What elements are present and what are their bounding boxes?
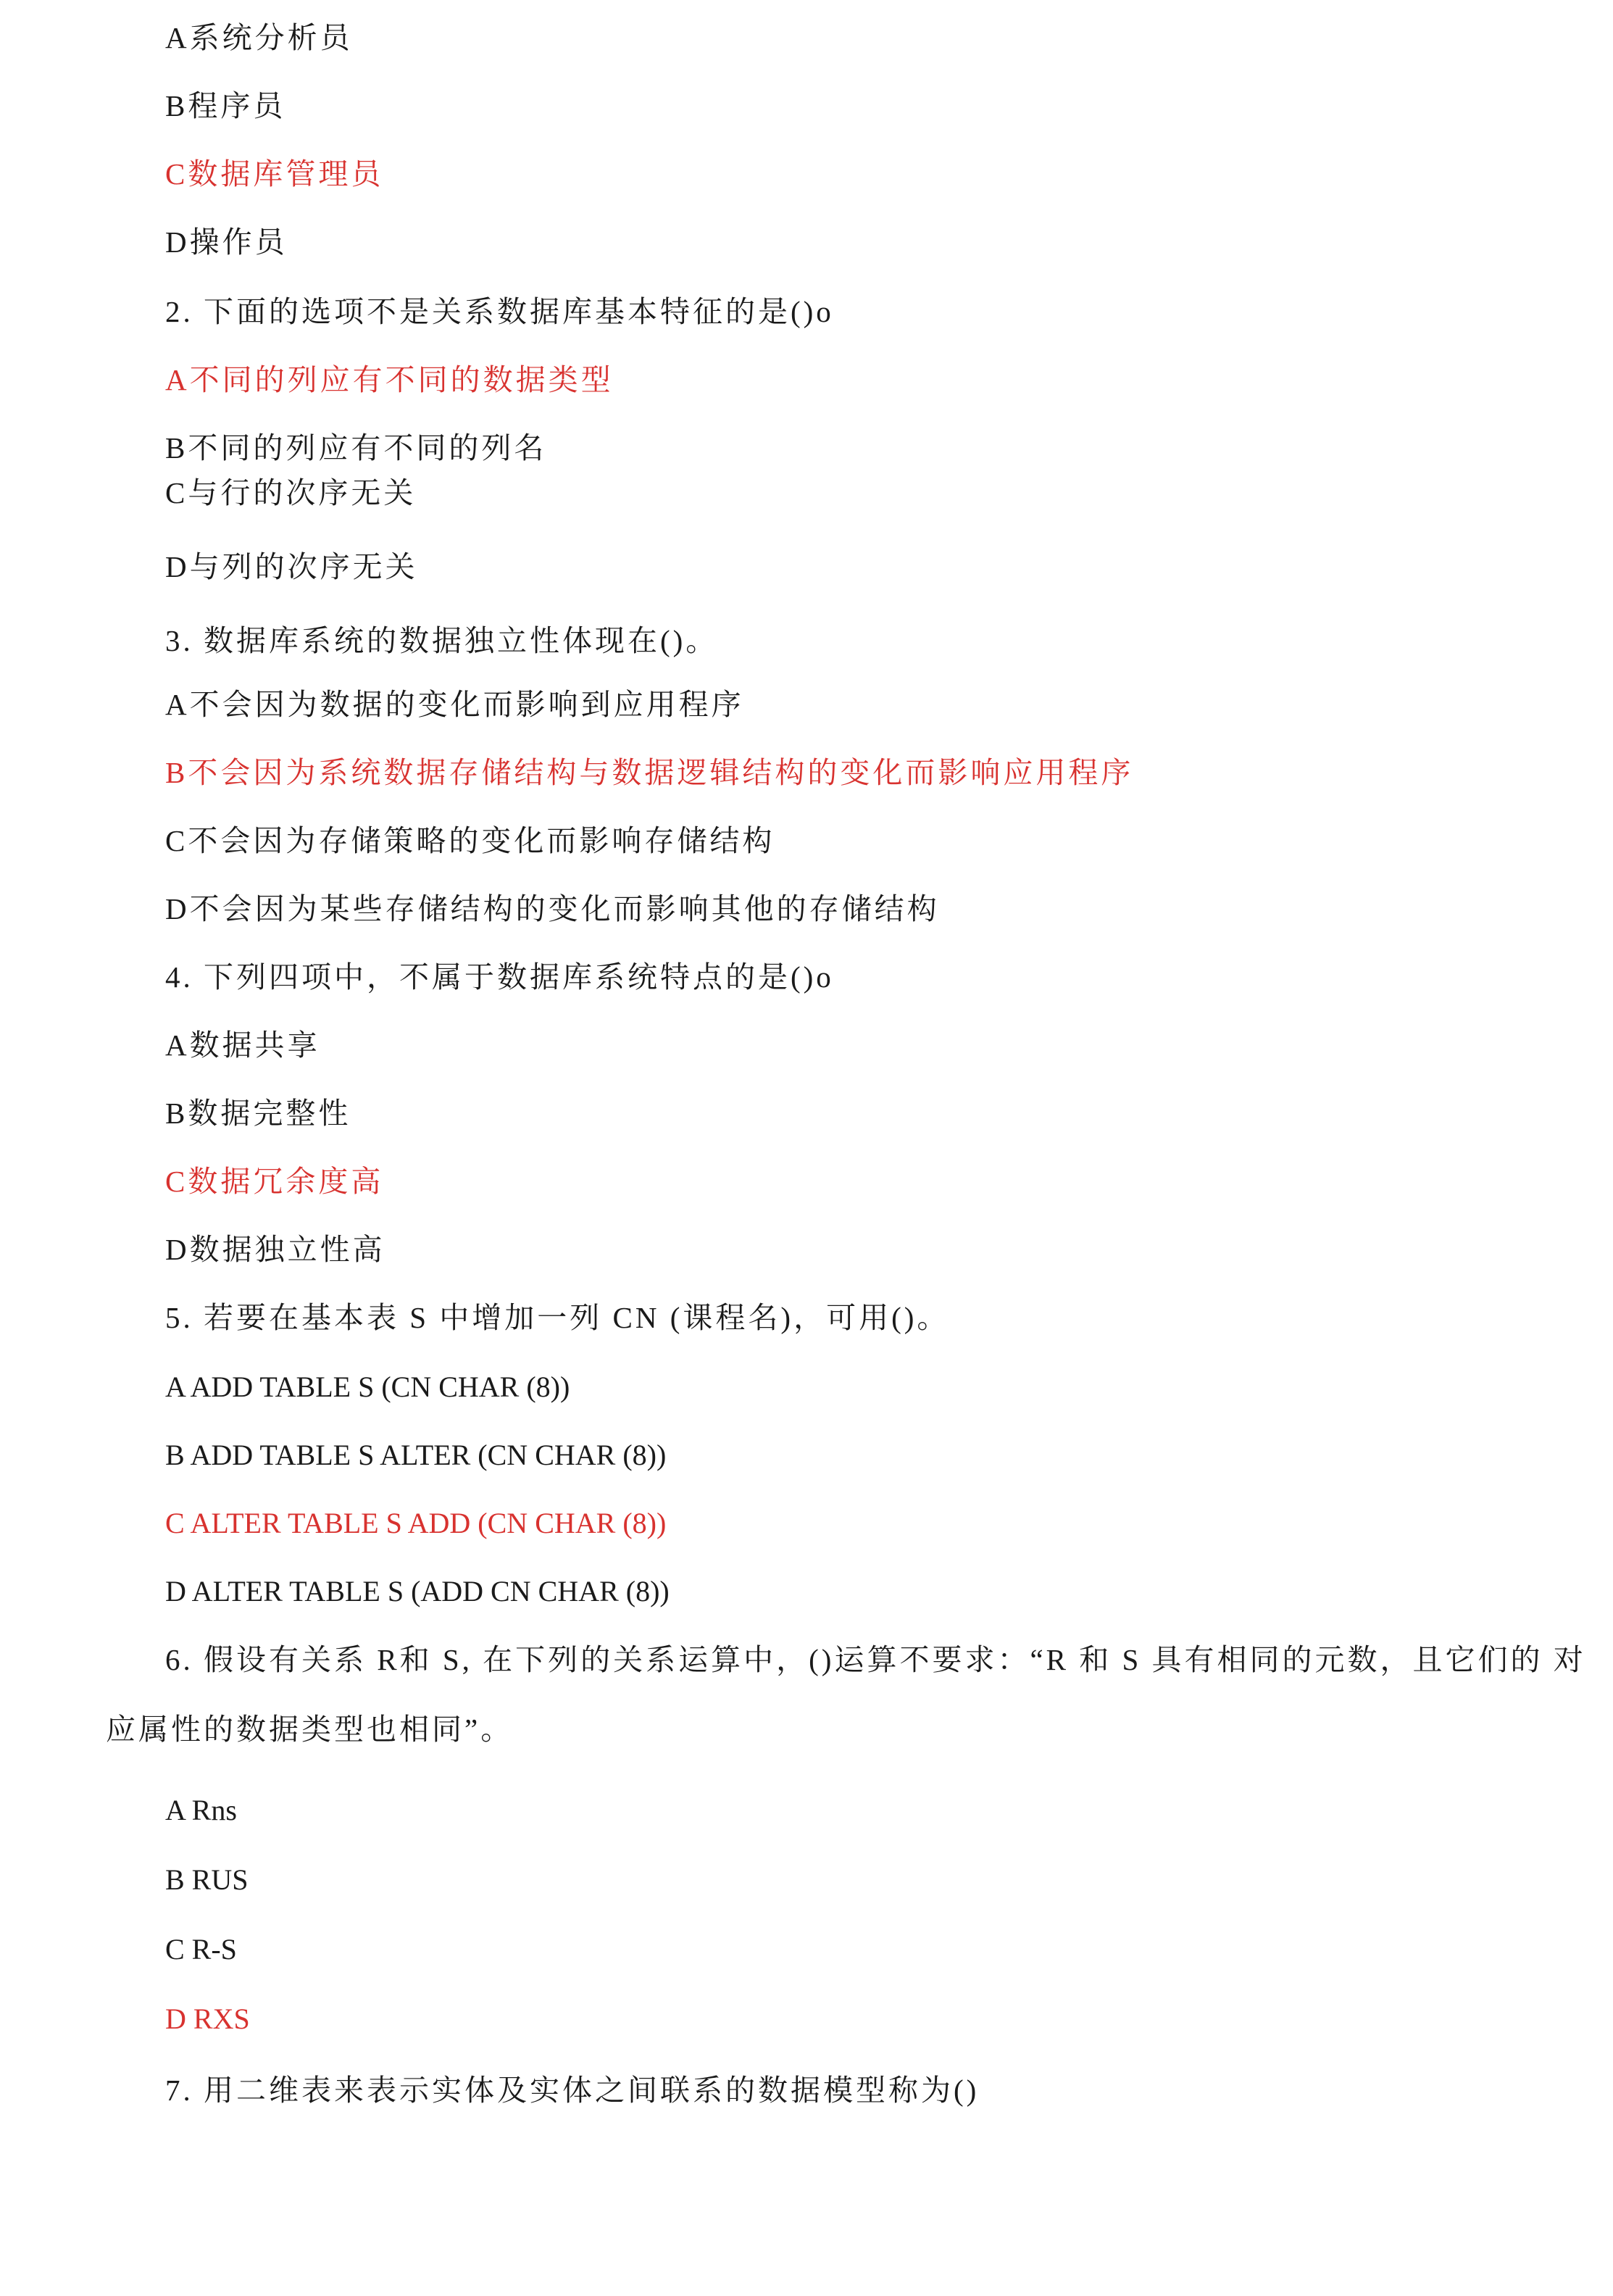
q4-option-c-answer: C数据冗余度高 [165, 1165, 384, 1198]
q5-option-a: A ADD TABLE S (CN CHAR (8)) [165, 1370, 570, 1403]
q1-option-c-answer: C数据库管理员 [165, 157, 384, 191]
q4-option-a: A数据共享 [165, 1028, 320, 1062]
q6-option-a: A Rns [165, 1794, 237, 1826]
q3-option-a: A不会因为数据的变化而影响到应用程序 [165, 688, 744, 721]
q4-option-d: D数据独立性高 [165, 1233, 385, 1266]
question-6-continuation: 应属性的数据类型也相同”。 [106, 1713, 514, 1746]
q5-option-d: D ALTER TABLE S (ADD CN CHAR (8)) [165, 1575, 670, 1607]
q6-option-b: B RUS [165, 1863, 249, 1896]
q4-option-b: B数据完整性 [165, 1097, 351, 1130]
q1-option-d: D操作员 [165, 225, 288, 259]
q5-option-c-answer: C ALTER TABLE S ADD (CN CHAR (8)) [165, 1507, 667, 1539]
question-7: 7. 用二维表来表示实体及实体之间联系的数据模型称为() [165, 2074, 980, 2107]
q2-option-a-answer: A不同的列应有不同的数据类型 [165, 363, 614, 396]
q2-option-d: D与列的次序无关 [165, 550, 418, 583]
q2-option-b: B不同的列应有不同的列名 [165, 431, 547, 465]
question-6: 6. 假设有关系 R和 S, 在下列的关系运算中，()运算不要求：“R 和 S 具有相同的元数，且它们的 对 [165, 1643, 1586, 1676]
question-5: 5. 若要在基本表 S 中增加一列 CN (课程名)，可用()。 [165, 1301, 950, 1334]
q6-option-d-answer: D RXS [165, 2002, 250, 2035]
q6-option-c: C R-S [165, 1933, 237, 1966]
q2-option-c: C与行的次序无关 [165, 476, 417, 509]
question-4: 4. 下列四项中，不属于数据库系统特点的是()o [165, 960, 834, 994]
question-3: 3. 数据库系统的数据独立性体现在()。 [165, 624, 719, 657]
question-2: 2. 下面的选项不是关系数据库基本特征的是()o [165, 295, 834, 328]
q5-option-b: B ADD TABLE S ALTER (CN CHAR (8)) [165, 1439, 667, 1471]
q3-option-b-answer: B不会因为系统数据存储结构与数据逻辑结构的变化而影响应用程序 [165, 756, 1134, 789]
q3-option-c: C不会因为存储策略的变化而影响存储结构 [165, 824, 775, 857]
q3-option-d: D不会因为某些存储结构的变化而影响其他的存储结构 [165, 892, 940, 926]
q1-option-b: B程序员 [165, 89, 286, 122]
q1-option-a: A系统分析员 [165, 21, 353, 54]
